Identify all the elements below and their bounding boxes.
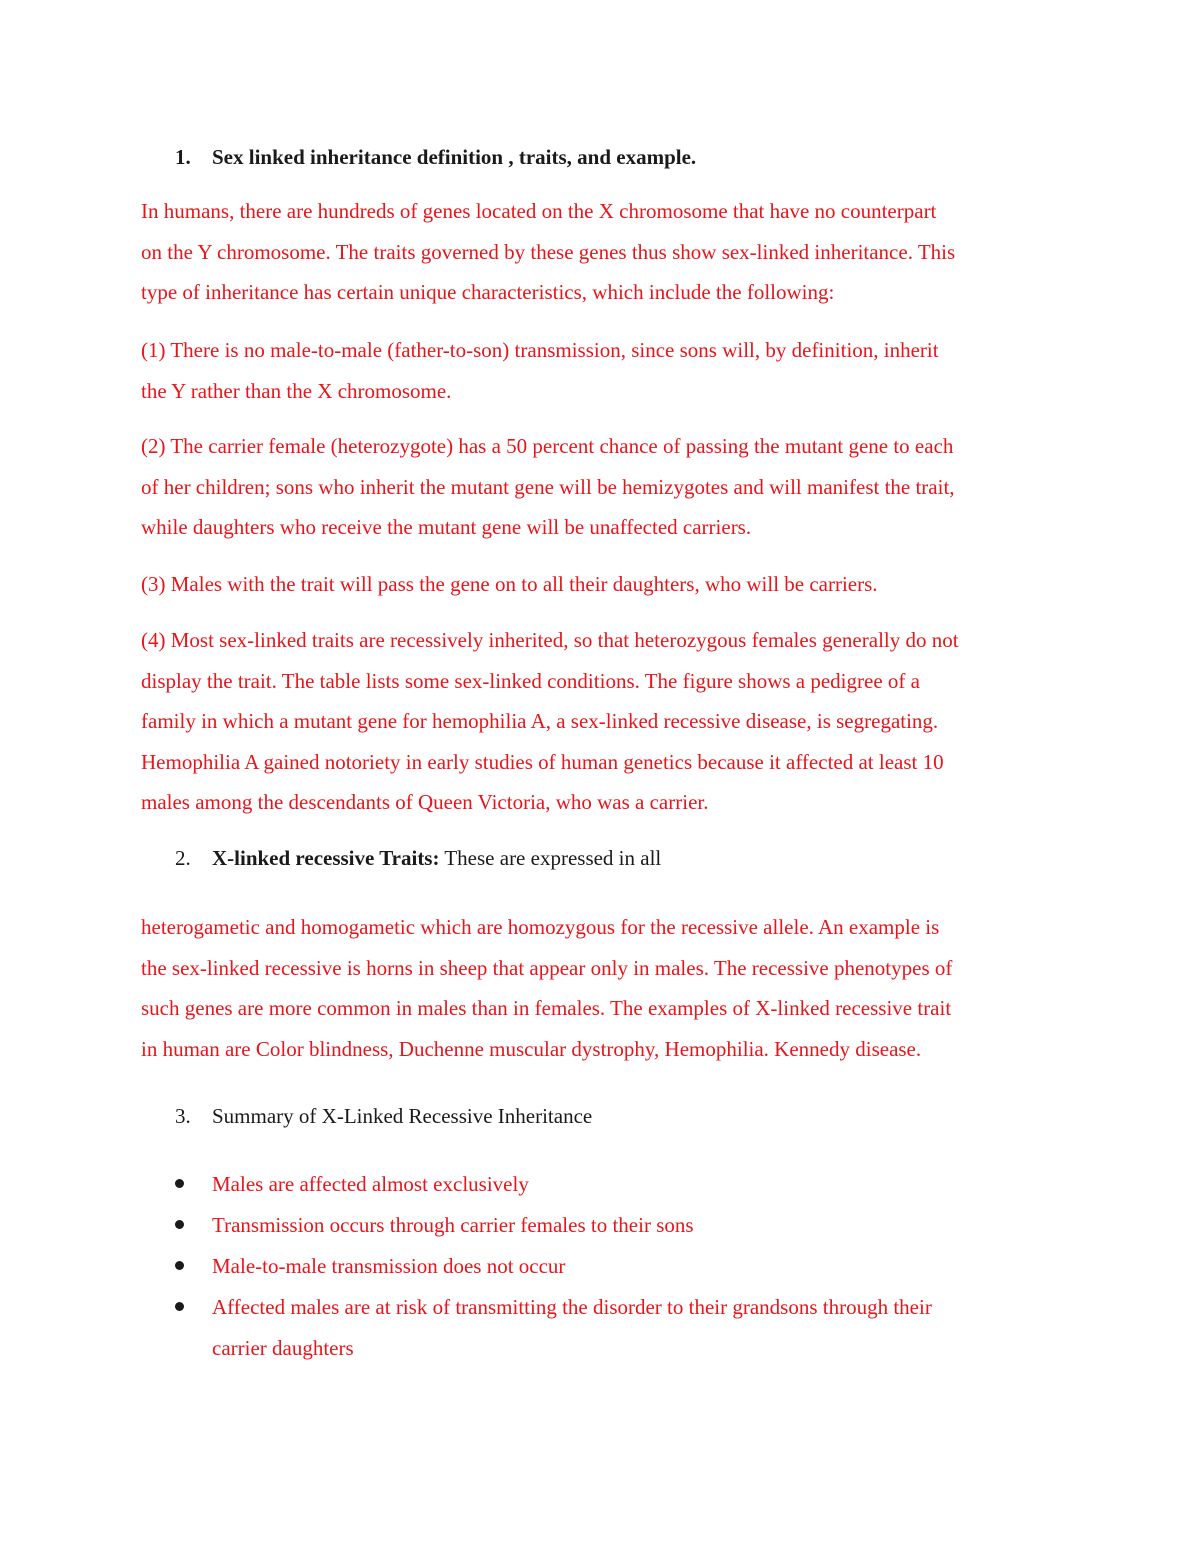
section-1-number: 1.: [175, 145, 191, 169]
section-3-number: 3.: [175, 1104, 191, 1128]
paragraph-line: (2) The carrier female (heterozygote) has a 50 percent chance of passing the mutant gene to each: [141, 434, 954, 458]
paragraph-line: display the trait. The table lists some sex-linked conditions. The figure shows a pedigree of a: [141, 668, 920, 693]
section-2-number: 2.: [175, 846, 191, 870]
section-1-point-1: [141, 330, 1071, 411]
bullet-icon: [175, 1302, 184, 1311]
bullet-text: [212, 1246, 565, 1287]
section-2-title: [212, 838, 661, 879]
section-3-title: Summary of X-Linked Recessive Inheritance: [212, 1104, 593, 1128]
paragraph-line: of her children; sons who inherit the mutant gene will be hemizygotes and will manifest the trait,: [141, 474, 955, 499]
section-1-intro: [141, 191, 1071, 313]
bullet-text: [212, 1287, 932, 1368]
section-2-title-rest: These are expressed in all: [439, 846, 662, 870]
section-1-title: Sex linked inheritance definition , traits, and example.: [212, 145, 697, 169]
paragraph-line: type of inheritance has certain unique characteristics, which include the following:: [141, 280, 835, 305]
paragraph-line: family in which a mutant gene for hemophilia A, a sex-linked recessive disease, is segregating.: [141, 709, 939, 734]
section-2-title-bold: X-linked recessive Traits:: [212, 846, 440, 870]
paragraph-line: (4) Most sex-linked traits are recessively inherited, so that heterozygous females generally do not: [141, 628, 959, 652]
bullet-icon: [175, 1179, 184, 1188]
paragraph-line: (1) There is no male-to-male (father-to-son) transmission, since sons will, by definition, inherit: [141, 338, 939, 362]
bullet-icon: [175, 1220, 184, 1229]
bullet-line: Males are affected almost exclusively: [212, 1172, 529, 1196]
paragraph-line: Hemophilia A gained notoriety in early studies of human genetics because it affected at least 10: [141, 749, 944, 774]
paragraph-line: while daughters who receive the mutant gene will be unaffected carriers.: [141, 515, 752, 540]
paragraph-line: (3) Males with the trait will pass the gene on to all their daughters, who will be carriers.: [141, 572, 878, 596]
paragraph-line: the Y rather than the X chromosome.: [141, 378, 452, 403]
bullet-line: Affected males are at risk of transmitting the disorder to their grandsons through their: [212, 1295, 932, 1319]
paragraph-line: heterogametic and homogametic which are homozygous for the recessive allele. An example is: [141, 915, 940, 939]
bullet-text: [212, 1164, 529, 1205]
bullet-icon: [175, 1261, 184, 1270]
bullet-line: Transmission occurs through carrier females to their sons: [212, 1213, 694, 1237]
paragraph-line: the sex-linked recessive is horns in sheep that appear only in males. The recessive phenotypes of: [141, 955, 953, 980]
paragraph-line: In humans, there are hundreds of genes located on the X chromosome that have no counterpart: [141, 199, 937, 223]
bullet-line: carrier daughters: [212, 1335, 354, 1360]
paragraph-line: on the Y chromosome. The traits governed by these genes thus show sex-linked inheritance. This: [141, 239, 956, 264]
bullet-line: Male-to-male transmission does not occur: [212, 1254, 566, 1278]
section-1-heading: [0, 137, 1200, 178]
paragraph-line: in human are Color blindness, Duchenne muscular dystrophy, Hemophilia. Kennedy disease.: [141, 1036, 922, 1061]
section-2-body: [141, 907, 1071, 1069]
bullet-text: [212, 1205, 694, 1246]
section-3-heading: [0, 1096, 1200, 1137]
section-1-point-3: [141, 564, 1071, 605]
section-1-point-2: [141, 426, 1071, 548]
section-1-point-4: [141, 620, 1071, 823]
paragraph-line: males among the descendants of Queen Victoria, who was a carrier.: [141, 790, 709, 815]
section-2-heading: [0, 838, 1200, 879]
paragraph-line: such genes are more common in males than in females. The examples of X-linked recessive trait: [141, 996, 952, 1021]
